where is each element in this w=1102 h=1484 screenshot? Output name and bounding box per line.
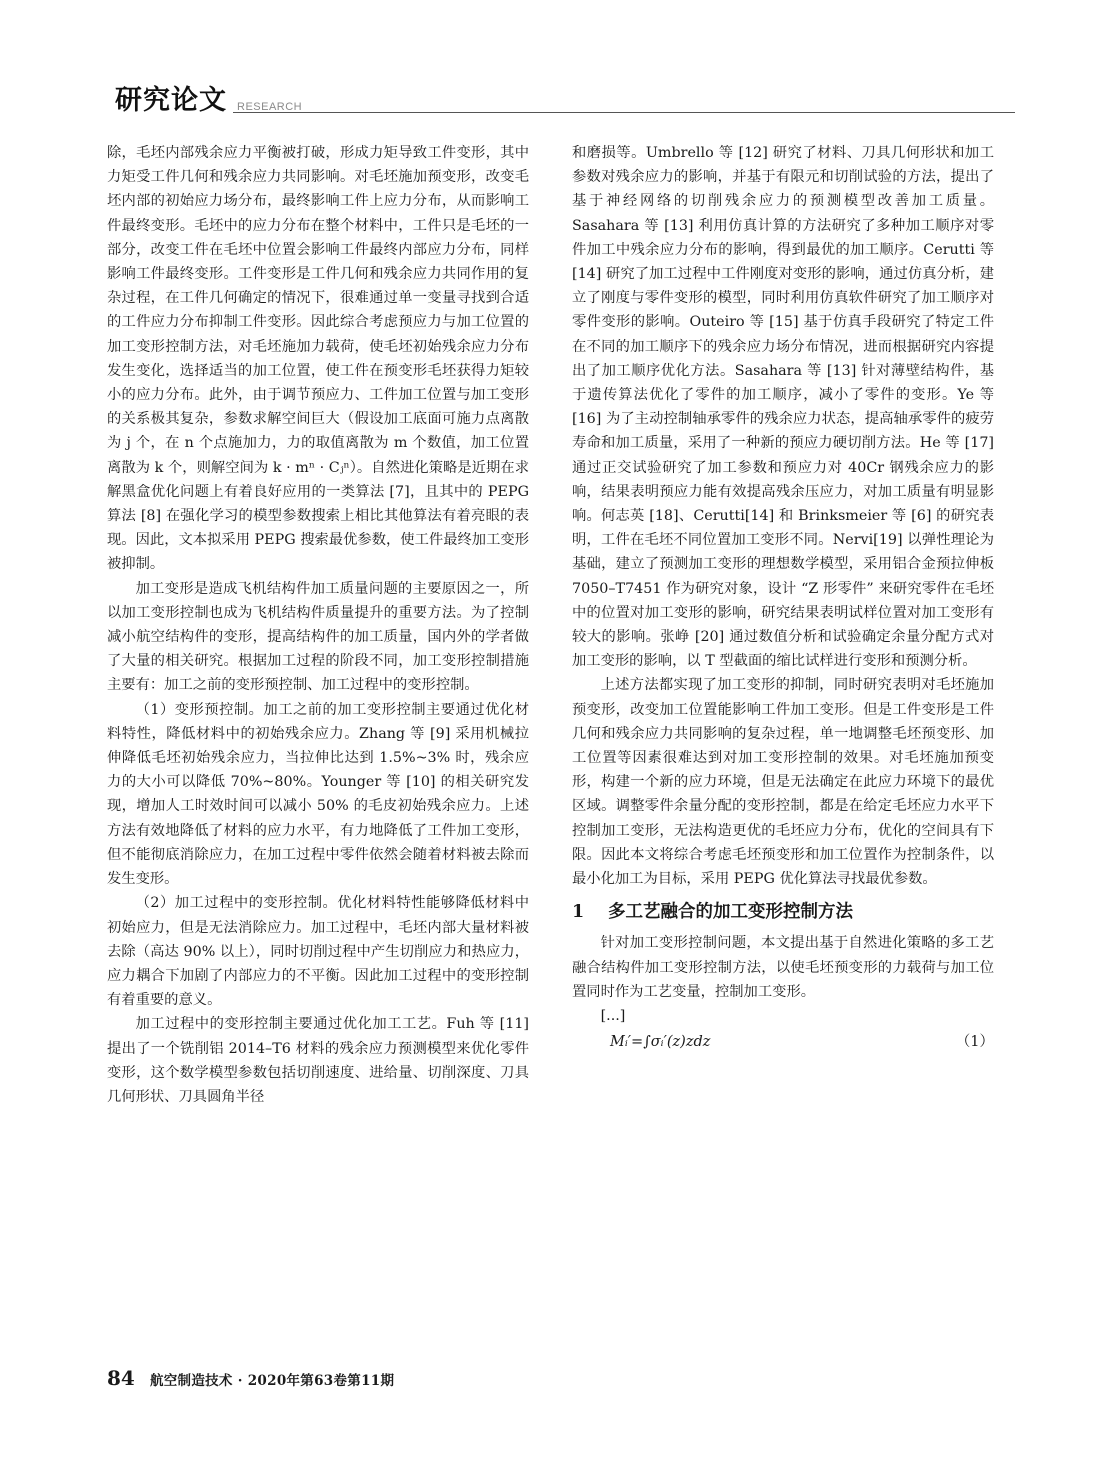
paragraph: [...] — [600, 1007, 626, 1024]
journal-citation: 航空制造技术 · 2020年第63卷第11期 — [149, 1373, 395, 1389]
equation-number: （1） — [955, 1034, 994, 1051]
header-rule — [233, 112, 1015, 113]
paragraph: （2）加工过程中的变形控制。优化材料特性能够降低材料中初始应力，但是无法消除应力。加工过程中，毛坯内部大量材料被去除（高达 90% 以上），同时切削过程中产生切削应力和热应力，应力耦合下加剧了内部应力的不平衡。因此加工过程中的变形控制有着重要的意义。 — [107, 895, 529, 1009]
paragraph: 加工过程中的变形控制主要通过优化加工工艺。Fuh 等 [11] 提出了一个铣削铝 2014–T6 材料的残余应力预测模型来优化零件变形，这个数学模型参数包括切削速度、进给量、切削深度、刀具几何形状、刀具圆角半径 — [107, 1016, 529, 1105]
paragraph: 和磨损等。Umbrello 等 [12] 研究了材料、刀具几何形状和加工参数对残余应力的影响，并基于有限元和切削试验的方法，提出了基于神经网络的切削残余应力的预测模型改善加工质量。Sasahara 等 [13] 利用仿真计算的方法研究了多种加工顺序对零件加工中残余应力分布的影响，得到最优的加工顺序。Cerutti 等 [14] 研究了加工过程中工件刚度对变形的影响，通过仿真分析，建立了刚度与零件变形的模型，同时利用仿真软件研究了加工顺序对零件变形的影响。Outeiro 等 [15] 基于仿真手段研究了特定工件在不同的加工顺序下的残余应力场分布情况，进而根据研究内容提出了加工顺序优化方法。Sasahara 等 [13] 针对薄壁结构件，基于遗传算法优化了零件的加工顺序，减小了零件的变形。Ye 等 [16] 为了主动控制轴承零件的残余应力状态，提高轴承零件的疲劳寿命和加工质量，采用了一种新的预应力硬切削方法。He 等 [17] 通过正交试验研究了加工参数和预应力对 40Cr 钢残余应力的影响，结果表明预应力能有效提高残余压应力，对加工质量有明显影响。何志英 [18]、Cerutti[14] 和 Brinksmeier 等 [6] 的研究表明，工件在毛坯不同位置加工变形不同。Nervi[19] 以弹性理论为基础，建立了预测加工变形的理想数学模型，采用铝合金预拉伸板 7050–T7451 作为研究对象，设计 “Z 形零件” 来研究零件在毛坯中的位置对加工变形的影响，研究结果表明试样位置对加工变形有较大的影响。张峥 [20] 通过数值分析和试验确定余量分配方式对加工变形的影响，以 T 型截面的缩比试样进行变形和预测分析。 — [572, 145, 994, 670]
paragraph: 上述方法都实现了加工变形的抑制，同时研究表明对毛坯施加预变形，改变加工位置能影响工件加工变形。但是工件变形是工件几何和残余应力共同影响的复杂过程，单一地调整毛坯预变形、加工位置等因素很难达到对加工变形控制的效果。对毛坯施加预变形，构建一个新的应力环境，但是无法确定在此应力环境下的最优区域。调整零件余量分配的变形控制，都是在给定毛坯应力水平下控制加工变形，无法构造更优的毛坯应力分布，优化的空间具有下限。因此本文将综合考虑毛坯预变形和加工位置作为控制条件，以最小化加工为目标，采用 PEPG 优化算法寻找最优参数。 — [572, 677, 994, 888]
equation — [572, 1030, 994, 1056]
paragraph: （1）变形预控制。加工之前的加工变形控制主要通过优化材料特性，降低材料中的初始残余应力。Zhang 等 [9] 采用机械拉伸降低毛坯初始残余应力，当拉伸比达到 1.5%~3% 时，残余应力的大小可以降低 70%~80%。Younger 等 [10] 的相关研究发现，增加人工时效时间可以减小 50% 的毛皮初始残余应力。上述方法有效地降低了材料的应力水平，有力地降低了工件加工变形，但不能彻底消除应力，在加工过程中零件依然会随着材料被去除而发生变形。 — [107, 701, 529, 888]
right-column — [572, 141, 994, 1351]
section-label: 研究论文 — [115, 85, 227, 116]
page-footer — [107, 1366, 707, 1390]
paragraph: 加工变形是造成飞机结构件加工质量问题的主要原因之一，所以加工变形控制也成为飞机结构件质量提升的重要方法。为了控制减小航空结构件的变形，提高结构件的加工质量，国内外的学者做了大量的相关研究。根据加工过程的阶段不同，加工变形控制措施主要有：加工之前的变形预控制、加工过程中的变形控制。 — [107, 580, 529, 694]
paragraph: 针对加工变形控制问题，本文提出基于自然进化策略的多工艺融合结构件加工变形控制方法，以使毛坯预变形的力载荷与加工位置同时作为工艺变量，控制加工变形。 — [572, 935, 994, 1000]
paragraph: 除，毛坯内部残余应力平衡被打破，形成力矩导致工件变形，其中力矩受工件几何和残余应力共同影响。对毛坯施加预变形，改变毛坯内部的初始应力场分布，最终影响工件上应力分布，从而影响工件最终变形。毛坯中的应力分布在整个材料中，工件只是毛坯的一部分，改变工件在毛坯中位置会影响工件最终内部应力分布，同样影响工件最终变形。工件变形是工件几何和残余应力共同作用的复杂过程，在工件几何确定的情况下，很难通过单一变量寻找到合适的工件应力分布抑制工件变形。因此综合考虑预应力与加工位置的加工变形控制方法，对毛坯施加力载荷，使毛坯初始残余应力分布发生变化，选择适当的加工位置，使工件在预变形毛坯获得力矩较小的应力分布。此外，由于调节预应力、工件加工位置与加工变形的关系极其复杂，参数求解空间巨大（假设加工底面可施力点离散为 j 个，在 n 个点施加力，力的取值离散为 m 个数值，加工位置离散为 k 个，则解空间为 k · mⁿ · Cⱼⁿ）。自然进化策略是近期在求解黑盒优化问题上有着良好应用的一类算法 [7]，且其中的 PEPG 算法 [8] 在强化学习的模型参数搜索上相比其他算法有着亮眼的表现。因此，文本拟采用 PEPG 搜索最优参数，使工件最终加工变形被抑制。 — [107, 145, 529, 573]
section-number: 1 — [572, 902, 585, 923]
page-number: 84 — [107, 1366, 135, 1390]
running-header — [115, 78, 1015, 118]
equation-body: Mᵢ′=∫σᵢ′(z)zdz — [610, 1034, 711, 1051]
section-title: 多工艺融合的加工变形控制方法 — [608, 902, 853, 923]
section-sublabel: RESEARCH — [237, 101, 303, 113]
section-heading — [572, 899, 994, 925]
left-column — [107, 141, 529, 1351]
